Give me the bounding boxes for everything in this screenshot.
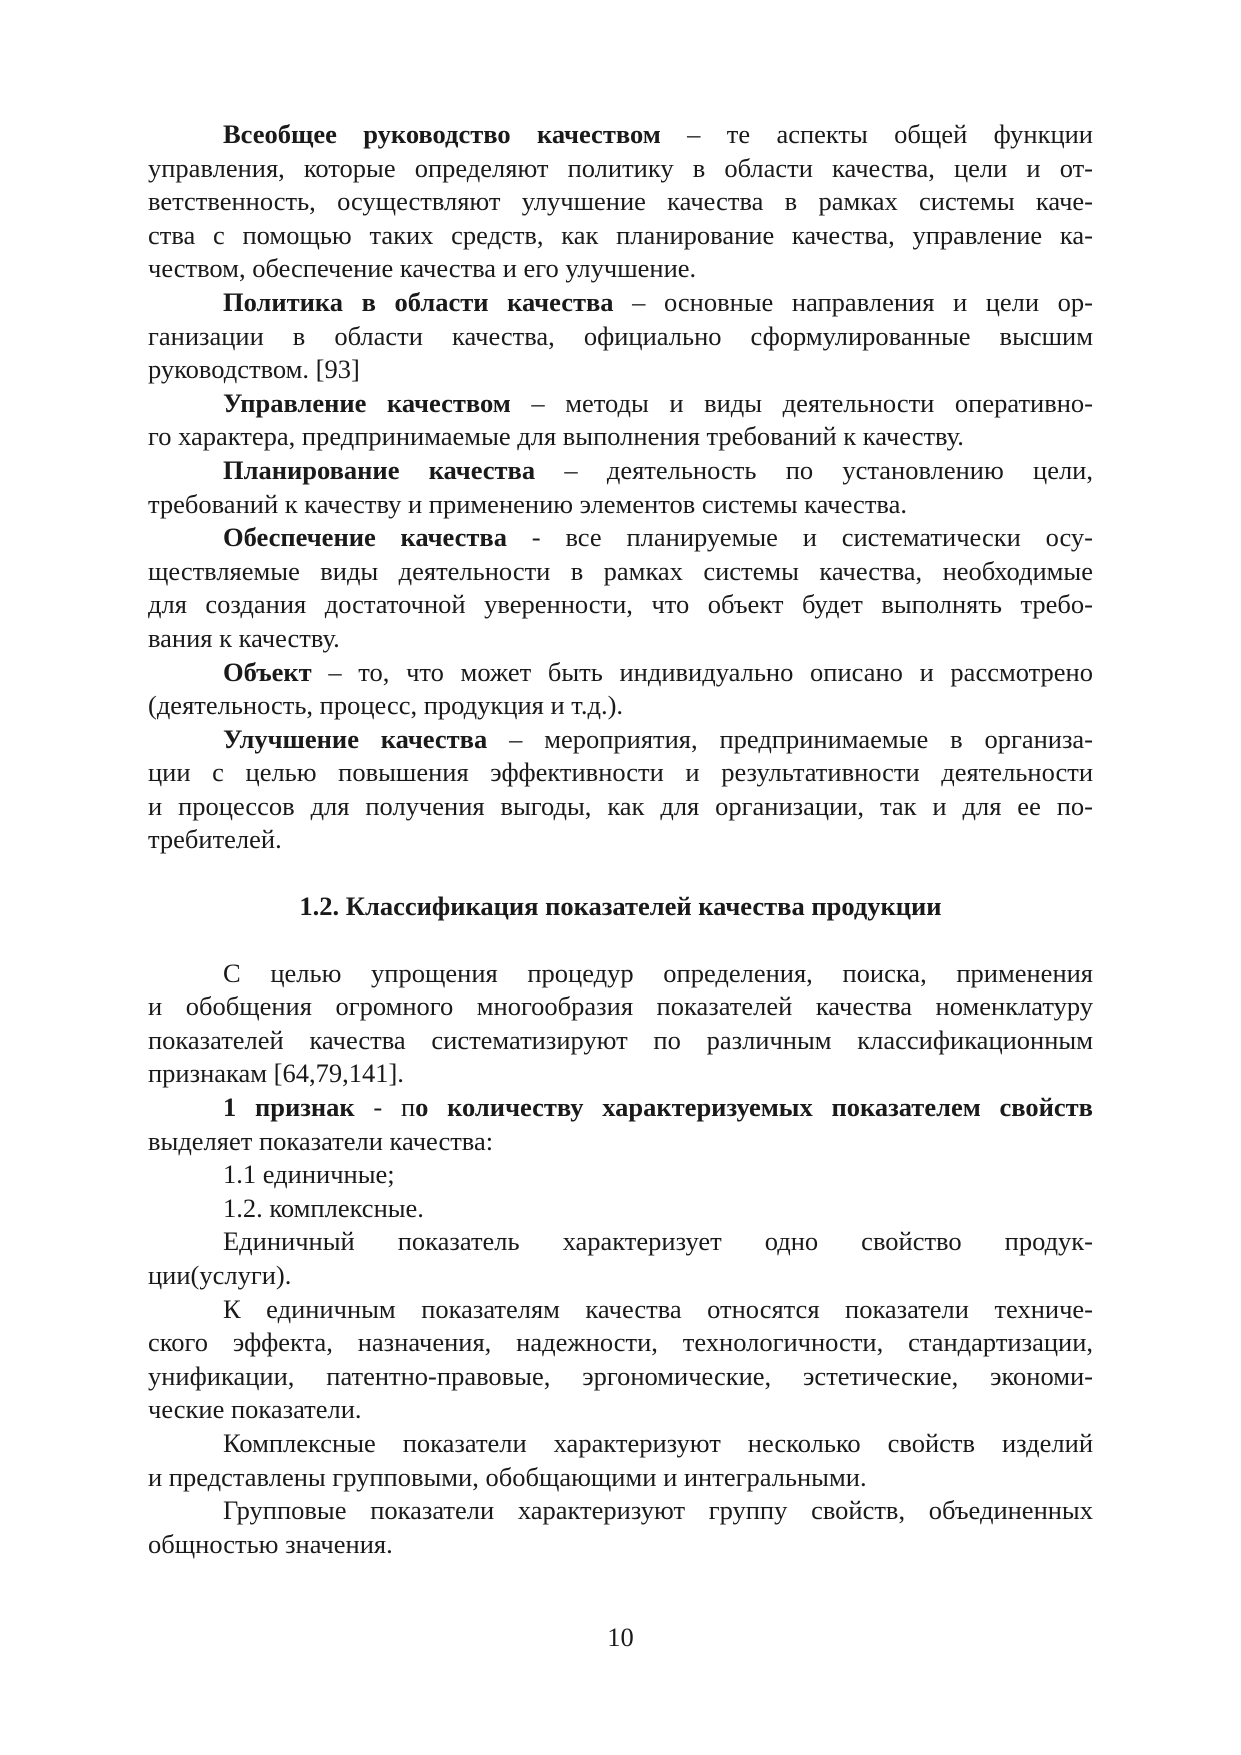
- text-line: [148, 1024, 1093, 1058]
- page-number: 10: [607, 1622, 634, 1652]
- text-line: [148, 1293, 1093, 1327]
- spacer: [148, 857, 1093, 890]
- paragraph: [148, 1091, 1093, 1158]
- text-line: [148, 957, 1093, 991]
- term-bold: Обеспечение качества: [223, 522, 507, 553]
- paragraph: [148, 118, 1093, 286]
- term-bold: Планирование качества: [223, 454, 536, 485]
- text-line: [148, 588, 1093, 622]
- text-run: - п: [354, 1092, 416, 1123]
- text-run: - все планируемые и систематически осу-: [506, 522, 1093, 553]
- text-line: [148, 756, 1093, 790]
- spacer: [148, 924, 1093, 957]
- text-run: Единичный показатель характеризует одно свойство продук-: [223, 1226, 1093, 1257]
- text-line: [148, 689, 1093, 723]
- text-run: С целью упрощения процедур определения, поиска, применения: [223, 957, 1093, 988]
- text-run: го характера, предпринимаемые для выполнения требований к качеству.: [148, 421, 964, 452]
- text-line: [148, 1528, 1093, 1562]
- text-run: и представлены групповыми, обобщающими и интегральными.: [148, 1461, 867, 1492]
- text-run: вания к качеству.: [148, 622, 340, 653]
- text-run: признакам [64,79,141].: [148, 1058, 404, 1089]
- term-bold: Улучшение качества: [223, 723, 488, 754]
- term-bold: Управление качеством: [223, 387, 511, 418]
- text-line: [148, 1494, 1093, 1528]
- text-line: [148, 1360, 1093, 1394]
- text-run: – то, что может быть индивидуально описано и рассмотрено: [311, 656, 1093, 687]
- text-line: [148, 990, 1093, 1024]
- document-body: [148, 118, 1093, 1561]
- text-run: чеством, обеспечение качества и его улучшение.: [148, 253, 697, 284]
- text-run: показателей качества систематизируют по различным классификационным: [148, 1024, 1093, 1055]
- text-run: – мероприятия, предпринимаемые в организа-: [487, 723, 1093, 754]
- text-line: [148, 1192, 1093, 1226]
- text-line: [148, 1057, 1093, 1091]
- text-run: 1.1 единичные;: [223, 1159, 395, 1190]
- paragraph: [148, 1494, 1093, 1561]
- text-run: ческие показатели.: [148, 1394, 362, 1425]
- paragraph: [148, 957, 1093, 1091]
- text-line: [148, 488, 1093, 522]
- text-line: [148, 823, 1093, 857]
- text-line: [148, 1393, 1093, 1427]
- text-line: [148, 521, 1093, 555]
- text-run: ветственность, осуществляют улучшение качества в рамках системы каче-: [148, 186, 1093, 217]
- section-heading: 1.2. Классификация показателей качества продукции: [299, 891, 942, 922]
- text-run: унификации, патентно-правовые, эргономические, эстетические, экономи-: [148, 1360, 1093, 1391]
- text-line: [148, 656, 1093, 690]
- text-run: К единичным показателям качества относятся показатели техниче-: [223, 1293, 1093, 1324]
- paragraph: [148, 723, 1093, 857]
- text-run: – основные направления и цели ор-: [613, 286, 1093, 317]
- text-line: [148, 118, 1093, 152]
- text-run: (деятельность, процесс, продукция и т.д.).: [148, 690, 624, 721]
- paragraph: [148, 1427, 1093, 1494]
- text-line: [148, 286, 1093, 320]
- text-line: [148, 1427, 1093, 1461]
- text-line: [148, 1461, 1093, 1495]
- paragraph: [148, 387, 1093, 454]
- text-run: Комплексные показатели характеризуют несколько свойств изделий: [223, 1427, 1093, 1458]
- text-line: [148, 1225, 1093, 1259]
- text-line: [148, 420, 1093, 454]
- paragraph: [148, 1225, 1093, 1292]
- text-run: для создания достаточной уверенности, что объект будет выполнять требо-: [148, 589, 1093, 620]
- text-run: руководством. [93]: [148, 354, 360, 385]
- paragraph: [148, 656, 1093, 723]
- term-bold: Всеобщее руководство качеством: [223, 119, 661, 149]
- text-line: [148, 353, 1093, 387]
- text-line: [148, 1158, 1093, 1192]
- text-line: [148, 219, 1093, 253]
- text-line: [148, 185, 1093, 219]
- text-run: и обобщения огромного многообразия показателей качества номенклатуру: [148, 991, 1093, 1022]
- term-bold: Объект: [223, 656, 312, 687]
- text-run: – методы и виды деятельности оперативно-: [510, 387, 1093, 418]
- paragraph: [148, 1293, 1093, 1427]
- text-run: управления, которые определяют политику в области качества, цели и от-: [148, 152, 1093, 183]
- text-run: ции(услуги).: [148, 1260, 292, 1290]
- text-run: – те аспекты общей функции: [660, 119, 1093, 149]
- text-line: [148, 320, 1093, 354]
- text-run: ства с помощью таких средств, как планирование качества, управление ка-: [148, 219, 1093, 250]
- text-run: – деятельность по установлению цели,: [535, 454, 1093, 485]
- text-line: [148, 723, 1093, 757]
- text-line: [148, 622, 1093, 656]
- text-run: ганизации в области качества, официально сформулированные высшим: [148, 320, 1093, 351]
- paragraph: [148, 286, 1093, 387]
- term-bold: Политика в области качества: [223, 286, 614, 317]
- term-bold: 1 признак: [223, 1092, 355, 1123]
- text-run: ции с целью повышения эффективности и результативности деятельности: [148, 757, 1093, 788]
- text-run: ского эффекта, назначения, надежности, технологичности, стандартизации,: [148, 1327, 1093, 1358]
- text-line: [148, 454, 1093, 488]
- text-run: требований к качеству и применению элементов системы качества.: [148, 488, 907, 519]
- text-run: ществляемые виды деятельности в рамках системы качества, необходимые: [148, 555, 1093, 586]
- text-run: требителей.: [148, 824, 282, 855]
- term-bold: о количеству характеризуемых показателем свойств: [415, 1092, 1093, 1123]
- paragraph: [148, 454, 1093, 521]
- paragraph: [148, 1192, 1093, 1226]
- text-line: [148, 1125, 1093, 1159]
- text-run: 1.2. комплексные.: [223, 1192, 424, 1223]
- text-run: выделяет показатели качества:: [148, 1125, 494, 1156]
- text-line: [148, 1326, 1093, 1360]
- text-line: [148, 152, 1093, 186]
- text-line: [148, 555, 1093, 589]
- text-line: [148, 1259, 1093, 1293]
- paragraph: [148, 521, 1093, 655]
- text-line: [148, 790, 1093, 824]
- text-line: [148, 1091, 1093, 1125]
- text-run: и процессов для получения выгоды, как для организации, так и для ее по-: [148, 790, 1093, 821]
- text-line: [148, 387, 1093, 421]
- text-run: общностью значения.: [148, 1528, 393, 1559]
- paragraph: [148, 1158, 1093, 1192]
- text-line: [148, 252, 1093, 286]
- text-run: Групповые показатели характеризуют группу свойств, объединенных: [223, 1495, 1093, 1526]
